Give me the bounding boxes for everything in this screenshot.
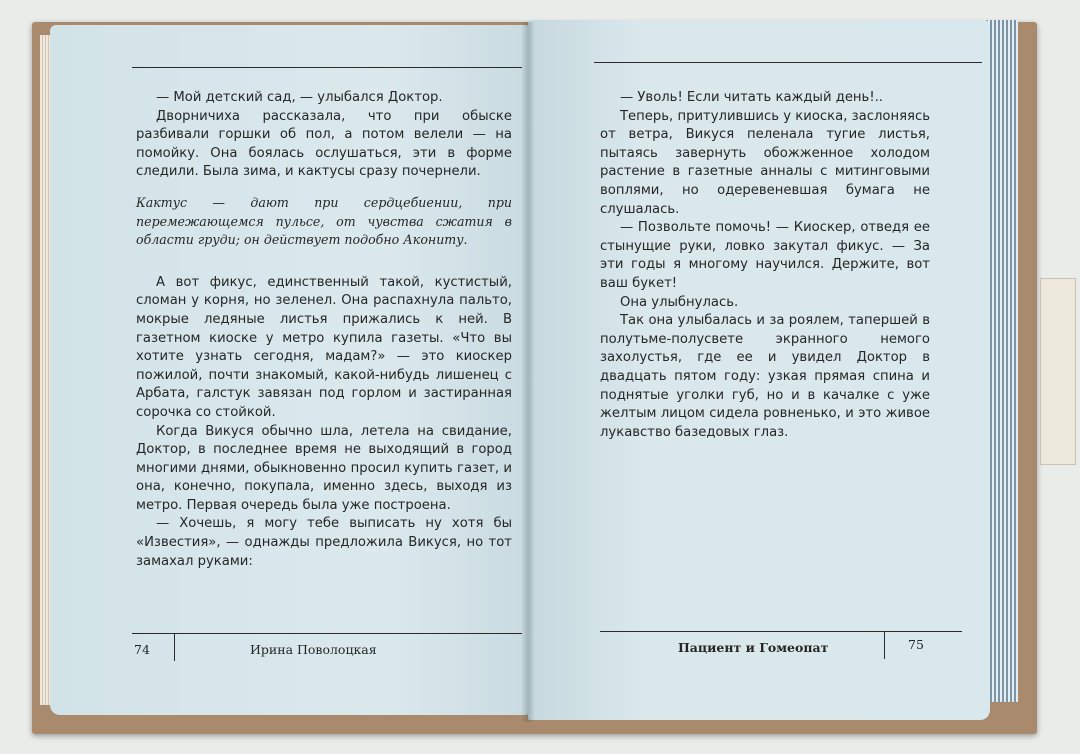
paragraph: А вот фикус, единственный такой, кустистый, сломан у корня, но зеленел. Она распахнула пальто, мокрые ледяные листья прижались к ней. В газетном киоске у метро купила газеты. «Что вы хотите узнать сегодня, мадам?» — это киоскер пожилой, почти знакомый, какой-нибудь лишенец с Арбата, галстук завязан под горлом и застиранная сорочка со стойкой. (136, 274, 512, 420)
paragraph: — Мой детский сад, — улыбался Доктор. (156, 90, 443, 105)
left-page-body (136, 89, 512, 571)
left-page (50, 25, 528, 715)
right-page-body (600, 89, 930, 442)
left-footer-rule (132, 633, 522, 634)
page-number: 75 (908, 637, 924, 652)
right-header-rule (594, 62, 982, 63)
page-number: 74 (134, 642, 150, 657)
paragraph: Теперь, притулившись у киоска, заслоняясь от ветра, Викуся пеленала тугие листья, пытаясь завернуть обожженное холодом растение в газетные анналы с митинговыми воплями, но одеревеневшая бумага не слушалась. (600, 108, 930, 217)
paragraph: — Позвольте помочь! — Киоскер, отведя ее стынущие руки, ловко закутал фикус. — За эти годы я многому научился. Держите, вот ваш букет! (600, 220, 930, 291)
right-page-edges (986, 20, 1018, 702)
paragraph: Так она улыбалась и за роялем, тапершей в полутьме-полусвете экранного немого захолустья, где ее и увидел Доктор в двадцать пятом году: узкая прямая спина и поднятые уголки губ, но и в качалке с уже желтым лицом сидела ровненько, и это живое лукавство базедовых глаз. (600, 313, 930, 440)
left-header-rule (132, 67, 522, 68)
running-title: Пациент и Гомеопат (678, 640, 829, 655)
book-gutter (521, 22, 535, 722)
paragraph: Она улыбнулась. (620, 294, 739, 310)
paragraph: Дворничиха рассказала, что при обыске разбивали горшки об пол, а потом велели — на помойку. Она боялась ослушаться, эти в форме следили. Была зима, и кактусы сразу почернели. (136, 108, 512, 180)
right-footer-rule (600, 631, 962, 632)
right-page (528, 20, 990, 720)
right-footer-divider (884, 631, 885, 659)
paragraph: — Уволь! Если читать каждый день!.. (620, 90, 883, 105)
paragraph: — Хочешь, я могу тебе выписать ну хотя бы «Известия», — однажды предложила Викуся, но тот замахал руками: (136, 516, 512, 569)
italic-quote: Кактус — дают при сердцебиении, при перемежающемся пульсе, от чувства сжатия в области груди; он действует подобно Акониту. (136, 194, 512, 248)
cover-flap (1040, 278, 1076, 465)
running-title: Ирина Поволоцкая (250, 642, 377, 657)
left-footer-divider (174, 633, 175, 661)
paragraph: Когда Викуся обычно шла, летела на свидание, Доктор, в последнее время не выходящий в город многими днями, обыкновенно просил купить газет, и она, конечно, покупала, именно здесь, выходя из метро. Первая очередь была уже построена. (136, 423, 512, 513)
